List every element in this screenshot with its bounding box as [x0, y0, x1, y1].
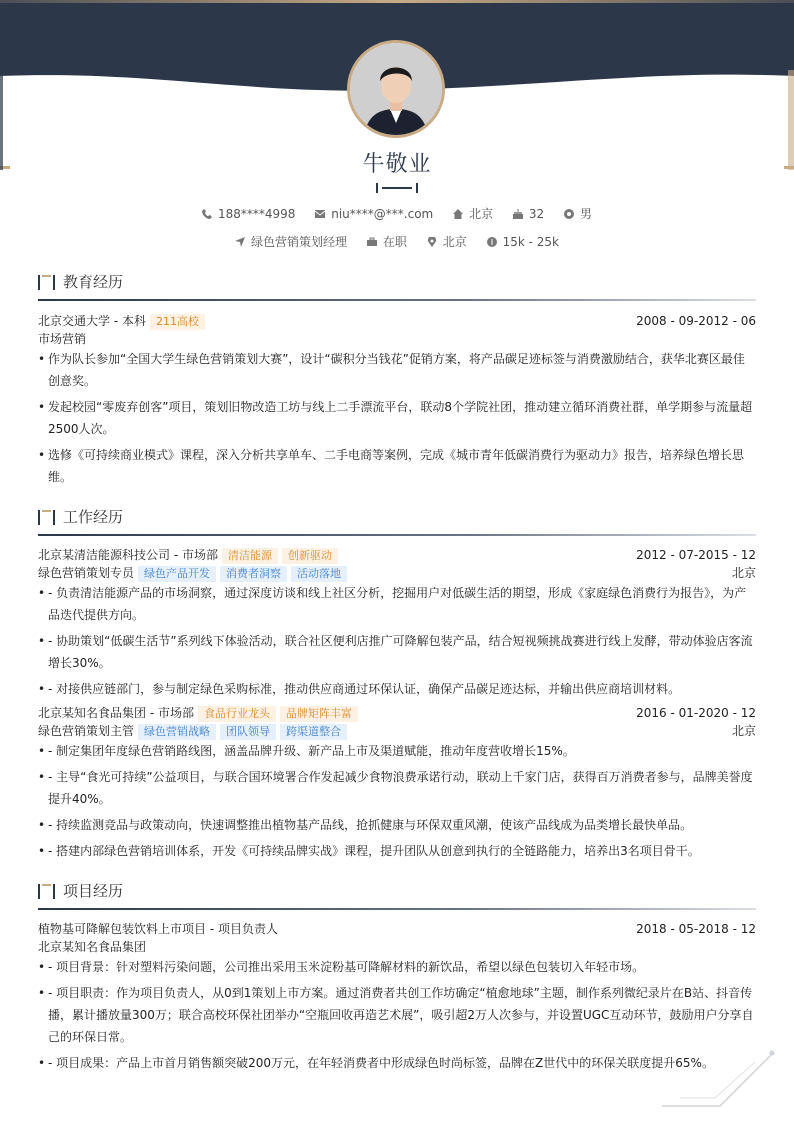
mail-icon [315, 209, 325, 219]
education-bullet: • 作为队长参加“全国大学生绿色营销策划大赛”，设计“碳积分当钱花”促销方案，将产品碳足迹标签与消费激励结合，获华北赛区最佳创意奖。 [38, 348, 756, 392]
skill-tag: 绿色产品开发 [138, 566, 216, 582]
age-item: 32 [513, 207, 544, 221]
corner-decoration [660, 1048, 780, 1108]
phone-item: 188****4998 [202, 207, 295, 221]
gender-item: 男 [564, 207, 592, 221]
major: 市场营销 [38, 332, 87, 346]
work-bullet: • - 负责清洁能源产品的市场洞察，通过深度访谈和线上社区分析，挖掘用户对低碳生活的期望，形成《家庭绿色消费行为报告》，为产品迭代提供方向。 [38, 582, 756, 626]
skill-tag: 跨渠道整合 [280, 724, 347, 740]
work-title-row [38, 722, 756, 740]
education-header [38, 312, 756, 330]
work-bullet: • - 搭建内部绿色营销培训体系，开发《可持续品牌实战》课程，提升团队从创意到执行的全链路能力，培养出3名项目骨干。 [38, 840, 756, 862]
project-header [38, 920, 756, 938]
section-divider [38, 534, 756, 536]
work-city: 北京 [731, 566, 756, 580]
section-project [38, 880, 756, 902]
project-period: 2018 - 05-2018 - 12 [636, 922, 756, 936]
education-bullet: • 选修《可持续商业模式》课程，深入分析共享单车、二手电商等案例，完成《城市青年低碳消费行为驱动力》报告，培养绿色增长思维。 [38, 444, 756, 488]
project-bullet: • - 项目背景：针对塑料污染问题，公司推出采用玉米淀粉基可降解材料的新饮品，希望以绿色包装切入年轻市场。 [38, 956, 756, 978]
target-city-item: 北京 [427, 235, 467, 249]
salary-item: 15k - 25k [487, 235, 559, 249]
skill-tag: 消费者洞察 [220, 566, 287, 582]
work-city: 北京 [731, 724, 756, 738]
portrait-icon [350, 43, 442, 135]
job-title: 绿色营销策划专员 [38, 566, 135, 580]
work-bullet: • - 持续监测竞品与政策动向，快速调整推出植物基产品线，抢抓健康与环保双重风潮，使该产品线成为品类增长最快单品。 [38, 814, 756, 836]
project-bullet: • - 项目成果：产品上市首月销售额突破200万元，在年轻消费者中形成绿色时尚标签，品牌在Z世代中的环保关联度提升65%。 [38, 1052, 756, 1074]
work-header [38, 546, 756, 564]
section-title: 教育经历 [63, 273, 124, 291]
company-tag: 食品行业龙头 [198, 706, 276, 722]
skill-tag: 团队领导 [220, 724, 276, 740]
avatar [347, 40, 445, 138]
work-title-row [38, 564, 756, 582]
skill-tag: 绿色营销战略 [138, 724, 216, 740]
location-icon [427, 237, 437, 247]
company-tag: 品牌矩阵丰富 [280, 706, 358, 722]
work-bullet: • - 主导“食光可持续”公益项目，与联合国环境署合作发起减少食物浪费承诺行动，联动上千家门店，获得百万消费者参与，品牌美誉度提升40%。 [38, 766, 756, 810]
candidate-name: 牛敬业 [362, 152, 432, 177]
work-bullet: • - 制定集团年度绿色营销路线图，涵盖品牌升级、新产品上市及渠道赋能，推动年度营收增长15%。 [38, 740, 756, 762]
send-icon [235, 237, 245, 247]
work-period: 2016 - 01-2020 - 12 [636, 706, 756, 720]
briefcase-icon [367, 237, 377, 247]
work-bullet: • - 协助策划“低碳生活节”系列线下体验活动，联合社区便利店推广可降解包装产品，结合短视频挑战赛进行线上发酵，带动体验店客流增长30%。 [38, 630, 756, 674]
education-period: 2008 - 09-2012 - 06 [636, 314, 756, 328]
school-name: 北京交通大学 - 本科 [38, 314, 146, 328]
company-tag: 清洁能源 [222, 548, 278, 564]
school-tag: 211高校 [150, 314, 205, 330]
section-work [38, 506, 756, 528]
section-divider [38, 299, 756, 301]
company-tag: 创新驱动 [282, 548, 338, 564]
name-divider [376, 183, 418, 193]
work-period: 2012 - 07-2015 - 12 [636, 548, 756, 562]
job-title: 绿色营销策划主管 [38, 724, 135, 738]
home-icon [453, 209, 463, 219]
job-item: 绿色营销策划经理 [235, 235, 347, 249]
education-bullet: • 发起校园“零废弃创客”项目，策划旧物改造工坊与线上二手漂流平台，联动8个学院社团，推动建立循环消费社群，单学期参与流量超2500人次。 [38, 396, 756, 440]
city-item: 北京 [453, 207, 493, 221]
section-divider [38, 908, 756, 910]
money-icon [487, 237, 497, 247]
section-title: 工作经历 [63, 508, 124, 526]
gender-icon [564, 209, 574, 219]
project-name: 植物基可降解包装饮料上市项目 - 项目负责人 [38, 922, 278, 936]
section-title: 项目经历 [63, 882, 124, 900]
cake-icon [513, 209, 523, 219]
skill-tag: 活动落地 [291, 566, 347, 582]
company-name: 北京某清洁能源科技公司 - 市场部 [38, 548, 218, 562]
work-header [38, 704, 756, 722]
company-name: 北京某知名食品集团 - 市场部 [38, 706, 194, 720]
phone-icon [202, 209, 212, 219]
section-education [38, 271, 756, 293]
project-bullet: • - 项目职责：作为项目负责人，从0到1策划上市方案。通过消费者共创工作坊确定“植愈地球”主题，制作系列微纪录片在B站、抖音传播，累计播放量300万；联合高校环保社团举办“空瓶回收再造艺术展”，吸引超2万人次参与，并设置UGC互动环节，鼓励用户分享自己的环保日常。 [38, 982, 756, 1048]
job-info-row [0, 233, 794, 250]
status-item: 在职 [367, 235, 407, 249]
work-bullet: • - 对接供应链部门，参与制定绿色采购标准，推动供应商通过环保认证，确保产品碳足迹达标，并输出供应商培训材料。 [38, 678, 756, 700]
email-item: niu****@***.com [315, 207, 433, 221]
project-org: 北京某知名食品集团 [38, 940, 147, 954]
contact-info-row [0, 205, 794, 222]
